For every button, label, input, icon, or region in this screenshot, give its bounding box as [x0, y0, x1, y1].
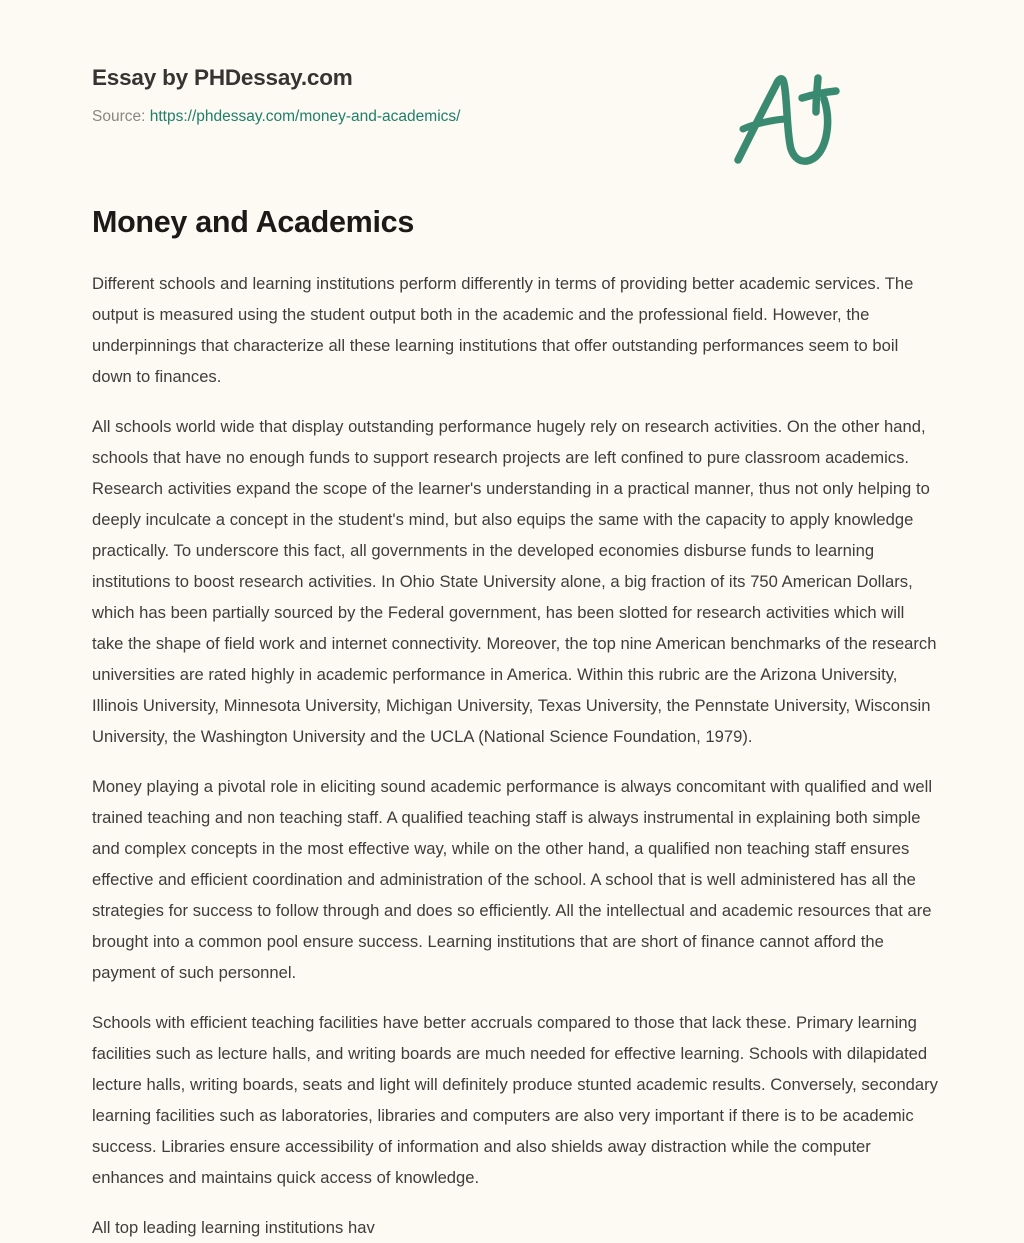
page-header [92, 0, 932, 127]
paragraph: Different schools and learning institutions perform differently in terms of providing better academic services. The output is measured using the student output both in the academic and the professional field. However, the underpinnings that characterize all these learning institutions that offer outstanding performances seem to boil down to finances. [92, 273, 914, 386]
essay-body [92, 268, 938, 1243]
paragraph: All schools world wide that display outstanding performance hugely rely on research activities. On the other hand, schools that have no enough funds to support research projects are left confined to pure classroom academics. Research activities expand the scope of the learner's understanding in a practical manner, thus not only helping to deeply inculcate a concept in the student's mind, but also equips the same with the capacity to apply knowledge practically. To underscore this fact, all governments in the developed economies disburse funds to learning institutions to boost research activities. In Ohio State University alone, a big fraction of its 750 American Dollars, which has been partially sourced by the Federal government, has been slotted for research activities which will take the shape of field work and internet connectivity. Moreover, the top nine American benchmarks of the research universities are rated highly in academic performance in America. Within this rubric are the Arizona University, Illinois University, Minnesota University, Michigan University, Texas University, the Pennstate University, Wisconsin University, the Washington University and the UCLA (National Science Foundation, 1979). [92, 416, 937, 746]
source-url-link[interactable]: https://phdessay.com/money-and-academics/ [149, 108, 461, 126]
brand-title: Essay by PHDessay.com [92, 65, 353, 90]
a-plus-logo-icon [728, 68, 846, 168]
page-title: Money and Academics [92, 205, 414, 240]
source-label: Source: [92, 108, 146, 126]
paragraph: Schools with efficient teaching facilities have better accruals compared to those that lack these. Primary learning facilities such as lecture halls, and writing boards are much needed for effective learning. Schools with dilapidated lecture halls, writing boards, seats and light will definitely produce stunted academic results. Conversely, secondary learning facilities such as laboratories, libraries and computers are also very important if there is to be academic success. Libraries ensure accessibility of information and also shields away distraction while the computer enhances and maintains quick access of knowledge. [92, 1012, 938, 1187]
paragraph-truncated: All top leading learning institutions hav [92, 1217, 375, 1237]
paragraph: Money playing a pivotal role in eliciting sound academic performance is always concomitant with qualified and well trained teaching and non teaching staff. A qualified teaching staff is always instrumental in explaining both simple and complex concepts in the most effective way, while on the other hand, a qualified non teaching staff ensures effective and efficient coordination and administration of the school. A school that is well administered has all the strategies for success to follow through and does so efficiently. All the intellectual and academic resources that are brought into a common pool ensure success. Learning institutions that are short of finance cannot afford the payment of such personnel. [92, 776, 933, 982]
